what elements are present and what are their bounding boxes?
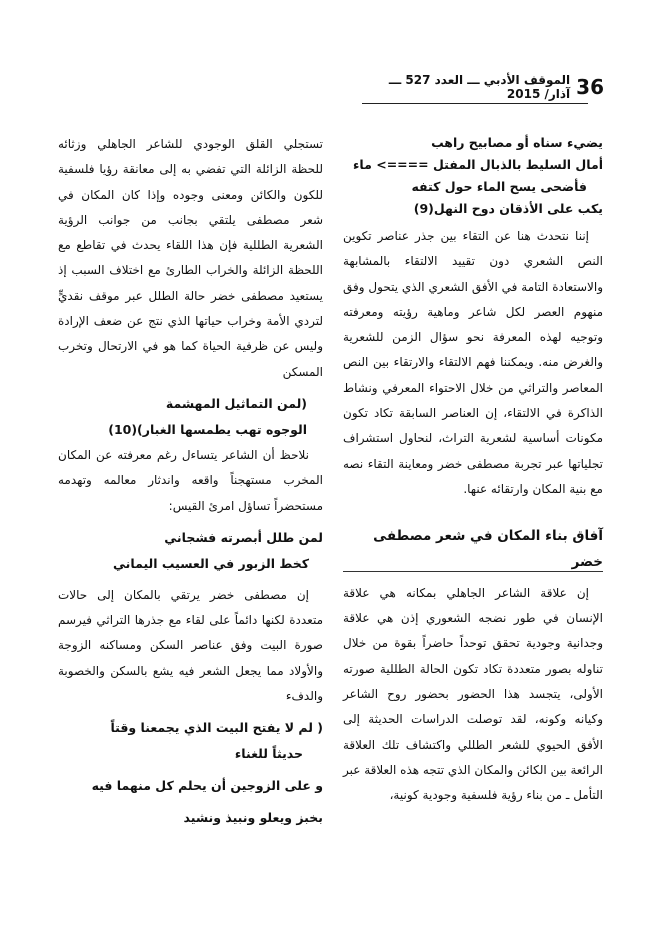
body-paragraph: إن علاقة الشاعر الجاهلي بمكانه هي علاقة الإنسان في طور نضجه الشعوري إذن هي علاقة وجدانية وجودية تحقق توحداً حاضراً بقوة من خلال تناوله بصور متعددة تكاد تكون الحالة الطللية صورته الأولى، يتجسد هذا الحضور بحضور روح الشاعر وكيانه وكونه، لقد توصلت الدراسات الحديثة إلى الأفق الحيوي للشعر الطللي واكتشاف تلك العلاقة الرائعة بين الكائن والمكان الذي تتجه هذه العلاقة عبر التأمل ـ من بناء رؤية فلسفية وجودية كونية،: [343, 585, 603, 803]
body-paragraph: إن مصطفى خضر يرتقي بالمكان إلى حالات متعددة لكنها دائماً على لقاء مع جذرها التراثي فيرسم صورة البيت وفق عناصر السكن ومساكنه الزوجة والأولاد مما يجعل الشعر فيه يشع بالسكن والخصوبة والدفء: [58, 587, 323, 704]
body-paragraph: نلاحظ أن الشاعر يتساءل رغم معرفته عن المكان المخرب مستهجناً واقعه واندثار معالمه وتهدمه مستحضراً تساؤل امرئ القيس:: [58, 447, 323, 513]
left-column: [58, 132, 323, 831]
header-divider: [362, 103, 588, 104]
body-paragraph: إننا نتحدث هنا عن التقاء بين جذر عناصر تكوين النص الشعري دون تقييد الالتقاء بالمشابهة والاستعادة التامة في الأفق الشعري الذي يتحول وفق منهوم العصر لكل شاعر وماهية رؤيته ومعرفته وتوجيه لهذه المعرفة نحو سؤال الزمن للشعرية والغرض منه. ويمكننا فهم الالتقاء والارتقاء بين النص المعاصر والتراثي من خلال الاحتواء المعرفي ونشاط الذاكرة في الالتقاء، إن العناصر السابقة تكاد تكون مكونات أساسية لشعرية التراث، لنحاول استشراف تجلياتها عبر تجربة مصطفى خضر ومعاينة التقاء نصه مع بنية المكان وارتقائه عنها.: [343, 229, 603, 496]
section-heading: آفاق بناء المكان في شعر مصطفى خضر: [343, 524, 603, 575]
verse-line: فأضحى يسح الماء حول كتفه: [411, 179, 587, 194]
right-column: [343, 132, 603, 809]
verse-line: و على الزوجين أن يحلم كل منهما فيه: [91, 778, 323, 794]
verse-line: بخبز ويعلو ونبيذ ونشيد: [183, 810, 323, 826]
verse-line: لمن طلل أبصرته فشجاني: [164, 529, 323, 545]
verse-line: (لمن التماثيل المهشمة: [165, 395, 307, 411]
verse-line: يكب على الأذقان دوح النهل(9): [413, 201, 603, 216]
verse-line: ( لم لا يفتح البيت الذي يجمعنا وقتاً: [110, 720, 323, 736]
verse-line: أمال السليط بالذبال المفتل ====> ماء: [353, 157, 603, 172]
page-number: 36: [576, 75, 604, 99]
verse-line: حديثاً للغناء: [234, 746, 303, 762]
verse-line: يضيء سناه أو مصابيح راهب: [431, 135, 603, 150]
body-paragraph: تستجلي القلق الوجودي للشاعر الجاهلي وزثائه للحظة الزائلة التي تفضي به إلى معانقة رؤيا فلسفية للكون والكائن ومعنى وجوده وإذا كان المكان في شعر مصطفى يلتقي بجانب من جوانب الرؤية الشعرية الطللية فإن هذا اللقاء يحدث في تقاطع مع اللحظة الزائلة والخراب الطارئ مع اختلاف السبب إذ يستعيد مصطفى خضر حالة الطلل عبر موقف نقديٍّ لتردي الأمة وخراب حياتها الذي نتج عن ضعف الإرادة وليس عن ظرفية الحياة كما هو في الارتحال وتخرب المسكن: [58, 137, 323, 379]
verse-line: الوجوه تهب يطمسها الغبار)(10): [108, 421, 307, 437]
journal-header-title: الموقف الأدبي ـــ العدد 527 ـــ آذار/ 2015: [388, 73, 571, 101]
page-header: [362, 72, 604, 102]
verse-line: كخط الزبور في العسيب اليماني: [113, 555, 309, 571]
